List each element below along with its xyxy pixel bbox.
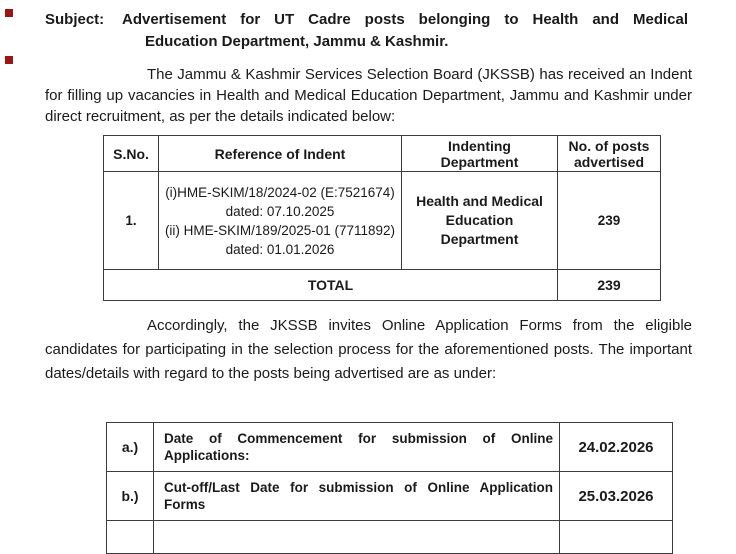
red-marker-icon	[5, 9, 13, 17]
accordingly-paragraph	[45, 314, 692, 386]
paragraph-line: dates/details with regard to the posts being advertised are as under:	[45, 365, 497, 382]
cell-posts: 239	[558, 172, 661, 270]
date-cell: 25.03.2026	[560, 472, 673, 521]
total-posts-cell: 239	[558, 270, 661, 301]
dates-table-clipped-row	[107, 521, 673, 554]
header-department: Indenting Department	[402, 136, 558, 172]
date-cell: 24.02.2026	[560, 423, 673, 472]
header-posts: No. of posts advertised	[558, 136, 661, 172]
reference-line: (i)HME-SKIM/18/2024-02 (E:7521674)	[165, 184, 395, 200]
dates-table	[106, 422, 673, 554]
red-marker-icon	[5, 56, 13, 64]
paragraph-line: The Jammu & Kashmir Services Selection Board (JKSSB) has received an Indent	[147, 66, 692, 83]
paragraph-line: Accordingly, the JKSSB invites Online Application Forms from the eligible	[147, 317, 692, 334]
paragraph-line: direct recruitment, as per the details indicated below:	[45, 108, 396, 125]
reference-line: dated: 01.01.2026	[225, 241, 335, 257]
header-sno: S.No.	[104, 136, 159, 172]
intro-paragraph	[45, 64, 692, 127]
subject-title-line-2: Education Department, Jammu & Kashmir.	[145, 33, 449, 50]
key-cell	[107, 521, 154, 554]
cell-sno: 1.	[104, 172, 159, 270]
indent-table	[103, 135, 661, 301]
key-cell: b.)	[107, 472, 154, 521]
date-cell	[560, 521, 673, 554]
indent-table-total-row	[104, 270, 661, 301]
subject-title-line-1: Advertisement for UT Cadre posts belonging to Health and Medical	[122, 11, 688, 28]
cell-department: Health and Medical Education Department	[402, 172, 558, 270]
total-label-cell: TOTAL	[104, 270, 558, 301]
paragraph-line: candidates for participating in the selection process for the aforementioned posts. The important	[45, 341, 692, 358]
description-cell	[154, 521, 560, 554]
dates-table-row-b	[107, 472, 673, 521]
paragraph-line: for filling up vacancies in Health and Medical Education Department, Jammu and Kashmir under	[45, 87, 692, 104]
reference-line: (ii) HME-SKIM/189/2025-01 (7711892)	[164, 222, 396, 238]
description-cell: Cut-off/Last Date for submission of Online Application Forms	[154, 472, 560, 521]
description-cell: Date of Commencement for submission of Online Applications:	[154, 423, 560, 472]
cell-reference	[159, 172, 402, 270]
dates-table-row-a	[107, 423, 673, 472]
header-reference: Reference of Indent	[159, 136, 402, 172]
key-cell: a.)	[107, 423, 154, 472]
indent-table-data-row	[104, 172, 661, 270]
reference-line: dated: 07.10.2025	[225, 203, 335, 219]
indent-table-header-row	[104, 136, 661, 172]
subject-label: Subject:	[45, 11, 105, 28]
